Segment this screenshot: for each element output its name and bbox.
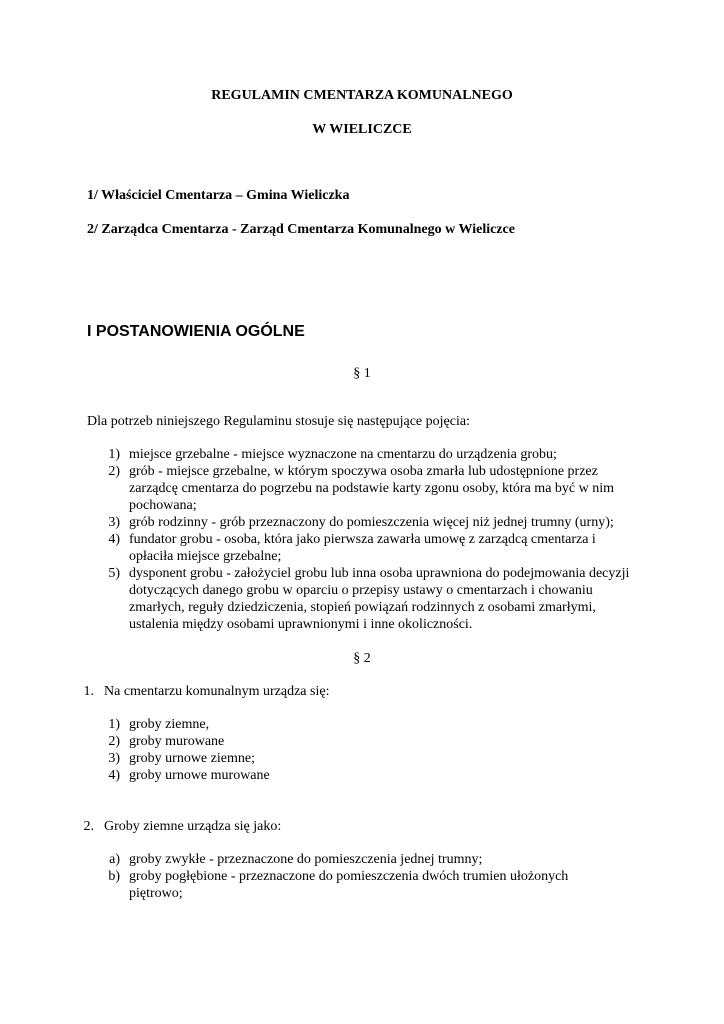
list-item: groby urnowe murowane [129, 768, 270, 783]
point-number: 1. [83, 684, 94, 699]
paragraph-mark-1: § 1 [353, 366, 371, 381]
list-item: groby pogłębione - przeznaczone do pomieszczenia dwóch trumien ułożonych piętrowo; [129, 869, 569, 901]
list-item-number: 4) [108, 532, 120, 547]
list-item-number: a) [109, 852, 120, 867]
paragraph-mark-2: § 2 [353, 651, 371, 666]
list-item: groby ziemne, [129, 717, 210, 732]
list-item-number: b) [108, 869, 120, 884]
list-item: grób rodzinny - grób przeznaczony do pomieszczenia więcej niż jednej trumny (urny); [129, 515, 614, 530]
list-item: groby murowane [129, 734, 225, 749]
manager-line: 2/ Zarządca Cmentarza - Zarząd Cmentarza Komunalnego w Wieliczce [87, 222, 515, 237]
list-item-number: 1) [108, 447, 120, 462]
list-item: groby urnowe ziemne; [129, 751, 255, 766]
list-item-number: 5) [108, 566, 120, 581]
definitions-intro: Dla potrzeb niniejszego Regulaminu stosuje się następujące pojęcia: [87, 414, 470, 429]
list-item: groby zwykłe - przeznaczone do pomieszczenia jednej trumny; [129, 852, 483, 867]
list-item-number: 2) [108, 464, 120, 479]
list-item-number: 3) [108, 751, 120, 766]
point-text: Na cmentarzu komunalnym urządza się: [104, 684, 330, 699]
point-number: 2. [83, 819, 94, 834]
document-title: REGULAMIN CMENTARZA KOMUNALNEGO [211, 88, 513, 103]
list-item: dysponent grobu - założyciel grobu lub inna osoba uprawniona do podejmowania decyzji dotyczących danego grobu w oparciu o przepisy ustawy o cmentarzach i chowaniu zmarłych, reguły dziedziczenia, stopień powiązań rodzinnych z osobami zmarłymi, ustalenia między osobami uprawnionymi i inne okoliczności. [129, 566, 630, 632]
list-item-number: 4) [108, 768, 120, 783]
point-text: Groby ziemne urządza się jako: [104, 819, 282, 834]
owner-line: 1/ Właściciel Cmentarza – Gmina Wieliczka [87, 188, 350, 203]
list-item-number: 1) [108, 717, 120, 732]
list-item: fundator grobu - osoba, która jako pierwsza zawarła umowę z zarządcą cmentarza i opłaciła miejsce grzebalne; [129, 532, 596, 564]
list-item-number: 2) [108, 734, 120, 749]
list-item: miejsce grzebalne - miejsce wyznaczone na cmentarzu do urządzenia grobu; [129, 447, 557, 462]
section-heading: I POSTANOWIENIA OGÓLNE [87, 323, 305, 340]
document-subtitle: W WIELICZCE [312, 122, 412, 137]
list-item: grób - miejsce grzebalne, w którym spoczywa osoba zmarła lub udostępnione przez zarządcę cmentarza do pogrzebu na podstawie karty zgonu osoby, która ma być w nim pochowana; [129, 464, 615, 513]
list-item-number: 3) [108, 515, 120, 530]
